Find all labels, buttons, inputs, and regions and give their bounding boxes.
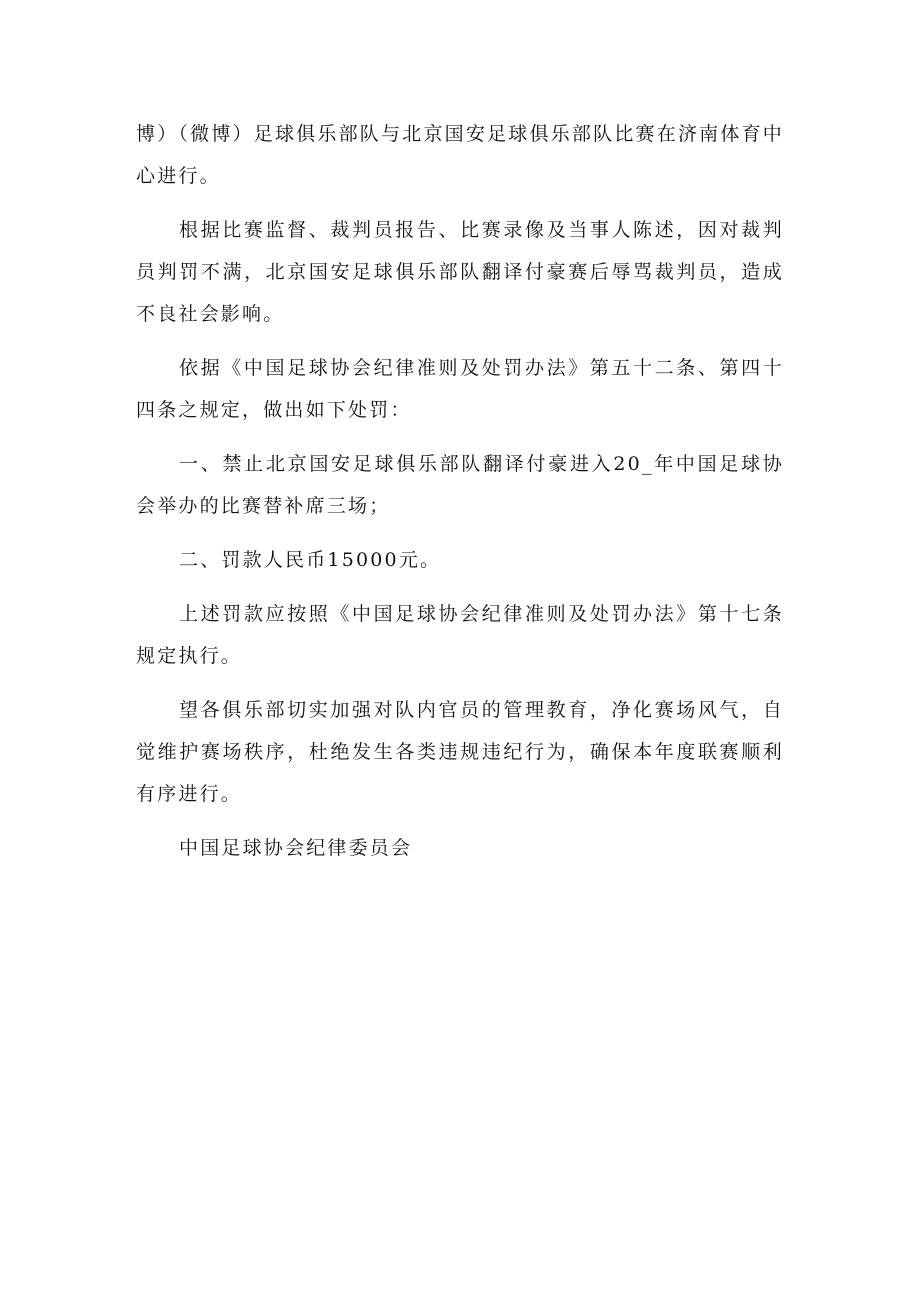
document-body — [136, 113, 784, 869]
paragraph-penalty-ban: 一、禁止北京国安足球俱乐部队翻译付豪进入20_年中国足球协会举办的比赛替补席三场； — [136, 453, 784, 517]
paragraph-incident: 根据比赛监督、裁判员报告、比赛录像及当事人陈述，因对裁判员判罚不满，北京国安足球俱乐部队翻译付豪赛后辱骂裁判员，造成不良社会影响。 — [136, 219, 784, 325]
paragraph-appeal: 望各俱乐部切实加强对队内官员的管理教育，净化赛场风气，自觉维护赛场秩序，杜绝发生各类违规违纪行为，确保本年度联赛顺利有序进行。 — [136, 699, 784, 805]
signature-committee: 中国足球协会纪律委员会 — [179, 837, 413, 859]
paragraph-match-info: 博）（微博）足球俱乐部队与北京国安足球俱乐部队比赛在济南体育中心进行。 — [136, 123, 784, 187]
paragraph-basis: 依据《中国足球协会纪律准则及处罚办法》第五十二条、第四十四条之规定，做出如下处罚： — [136, 357, 784, 421]
paragraph-penalty-fine: 二、罚款人民币15000元。 — [179, 549, 442, 571]
paragraph-fine-execution: 上述罚款应按照《中国足球协会纪律准则及处罚办法》第十七条规定执行。 — [136, 603, 784, 667]
